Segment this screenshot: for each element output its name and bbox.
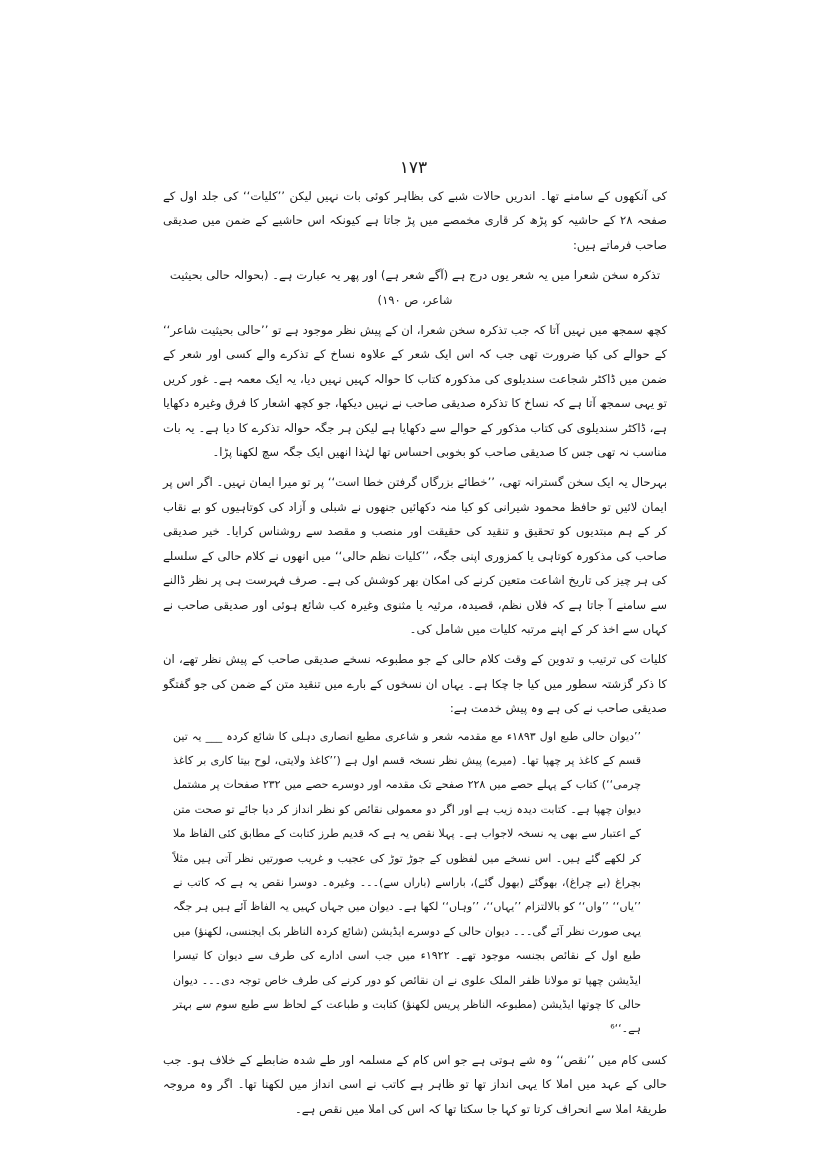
quoted-line: تذکرہ سخن شعرا میں یہ شعر یوں درج ہے (آگے شعر ہے) اور پھر یہ عبارت ہے۔ (بحوالہ حالی بحیثیت شاعر، ص ۱۹۰): [169, 268, 661, 307]
paragraph-2: کچھ سمجھ میں نہیں آتا کہ جب تذکرہ سخن شعرا، ان کے پیش نظر موجود ہے تو ’’حالی بحیثیت شاعر‘‘ کے حوالے کی کیا ضرورت تھی جب کہ اس ایک شعر کے علاوہ نساخ کے تذکرے والے کسی اور شعر کے ضمن میں ڈاکٹر شجاعت سندیلوی کی مذکورہ کتاب کا حوالہ کہیں نہیں دیا، یہ ایک معمہ ہے۔ غور کریں تو یہی سمجھ آتا ہے کہ نساخ کا تذکرہ صدیقی صاحب نے نہیں دیکھا، جو کچھ اشعار کا فرق وغیرہ دکھایا ہے، ڈاکٹر سندیلوی کی کتاب مذکور کے حوالے سے دکھایا ہے لیکن ہر جگہ حوالہ تذکرے کا دیا ہے۔ یہ بات مناسب نہ تھی جس کا صدیقی صاحب کو بخوبی احساس تھا لہٰذا انھیں ایک جگہ سچ لکھنا پڑا۔: [163, 323, 667, 460]
block-quote: [173, 725, 641, 1042]
paragraph-4: کلیات کی ترتیب و تدوین کے وقت کلام حالی کے جو مطبوعہ نسخے صدیقی صاحب کے پیش نظر تھے، ان کا ذکر گزشتہ سطور میں کیا جا چکا ہے۔ یہاں ان نسخوں کے بارے میں تنقید متن کے ضمن کی جو گفتگو صدیقی صاحب نے کی ہے وہ پیش خدمت ہے:: [163, 652, 667, 716]
paragraph-3: بہرحال یہ ایک سخن گسترانہ تھی، ’’خطائے بزرگاں گرفتن خطا است‘‘ پر تو میرا ایمان نہیں۔ اگر اس پر ایمان لائیں تو حافظ محمود شیرانی کو کیا منہ دکھائیں جنھوں نے شبلی و آزاد کی کوتاہیوں کو بے نقاب کر کے ہم مبتدیوں کو تحقیق و تنقید کی حقیقت اور منصب و مقصد سے روشناس کرایا۔ خیر صدیقی صاحب کی مذکورہ کوتاہی یا کمزوری اپنی جگہ، ’’کلیات نظم حالی‘‘ میں انھوں نے کلام حالی کے سلسلے کی ہر چیز کی تاریخ اشاعت متعین کرنے کی امکان بھر کوشش کی ہے۔ صرف فہرست ہی پر نظر ڈالنے سے سامنے آ جاتا ہے کہ فلاں نظم، قصیدہ، مرثیہ یا مثنوی وغیرہ کب شائع ہوئی اور صدیقی صاحب نے کہاں سے اخذ کر کے اپنے مرتبہ کلیات میں شامل کی۔: [163, 475, 667, 636]
paragraph-5: کسی کام میں ’’نقص‘‘ وہ شے ہوتی ہے جو اس کام کے مسلمہ اور طے شدہ ضابطے کے خلاف ہو۔ جب حالی کے عہد میں املا کا یہی انداز تھا تو ظاہر ہے کاتب نے اسی انداز میں لکھنا تھا۔ اگر وہ مروجہ طریقۂ املا سے انحراف کرتا تو کہا جا سکتا تھا کہ اس کی املا میں نقص ہے۔: [163, 1052, 667, 1116]
block-quote-text: ’’دیوان حالی طبع اول ۱۸۹۳ء مع مقدمہ شعر و شاعری مطبع انصاری دہلی کا شائع کردہ ___ یہ تین قسم کے کاغذ پر چھپا تھا۔ (میرے) پیش نظر نسخہ قسم اول ہے (’’کاغذ ولایتی، لوح بیتا کاری بر کاغذ چرمی‘‘) کتاب کے پہلے حصے میں ۲۲۸ صفحے تک مقدمہ اور دوسرے حصے میں ۲۳۲ صفحات پر مشتمل دیوان چھپا ہے۔ کتابت دیدہ زیب ہے اور اگر دو معمولی نقائص کو نظر انداز کر دیا جائے تو صحت متن کے اعتبار سے بھی یہ نسخہ لاجواب ہے۔ پہلا نقص یہ ہے کہ قدیم طرز کتابت کے مطابق کئی الفاظ ملا کر لکھے گئے ہیں۔ اس نسخے میں لفظوں کے جوڑ توڑ کی عجیب و غریب صورتیں نظر آتی ہیں مثلاً بچراغ (بے چراغ)، بھوگئے (بھول گئے)، باراسے (باراں سے)۔۔۔ وغیرہ۔ دوسرا نقص یہ ہے کہ کاتب نے ’’یاں‘‘ ’’واں‘‘ کو بالالتزام ’’یہاں‘‘، ’’وہاں‘‘ لکھا ہے۔ دیوان میں جہاں کہیں یہ الفاظ آئے ہیں ہر جگہ یہی صورت نظر آئے گی۔۔۔ دیوان حالی کے دوسرے ایڈیشن (شائع کردہ الناظر بک ایجنسی، لکھنؤ) میں طبع اول کے نقائص بجنسہ موجود تھے۔ ۱۹۲۲ء میں جب اسی ادارے کی طرف سے دیوان کا تیسرا ایڈیشن چھپا تو مولانا ظفر الملک علوی نے ان نقائص کو دور کرنے کی طرف خاص توجہ دی۔۔۔ دیوان حالی کا چوتھا ایڈیشن (مطبوعہ الناظر پریس لکھنؤ) کتابت و طباعت کے لحاظ سے طبع سوم سے بہتر ہے۔‘‘⁶: [173, 729, 642, 1036]
paragraph-1: کی آنکھوں کے سامنے تھا۔ اندریں حالات شبے کی بظاہر کوئی بات نہیں لیکن ’’کلیات‘‘ کی جلد اول کے صفحہ ۲۸ کے حاشیہ کو پڑھ کر قاری مخمصے میں پڑ جاتا ہے کیونکہ اس حاشیے کے ضمن میں صدیقی صاحب فرماتے ہیں:: [163, 189, 668, 252]
body-text: [163, 184, 667, 1121]
page-number: ۱۷۳: [399, 158, 428, 178]
